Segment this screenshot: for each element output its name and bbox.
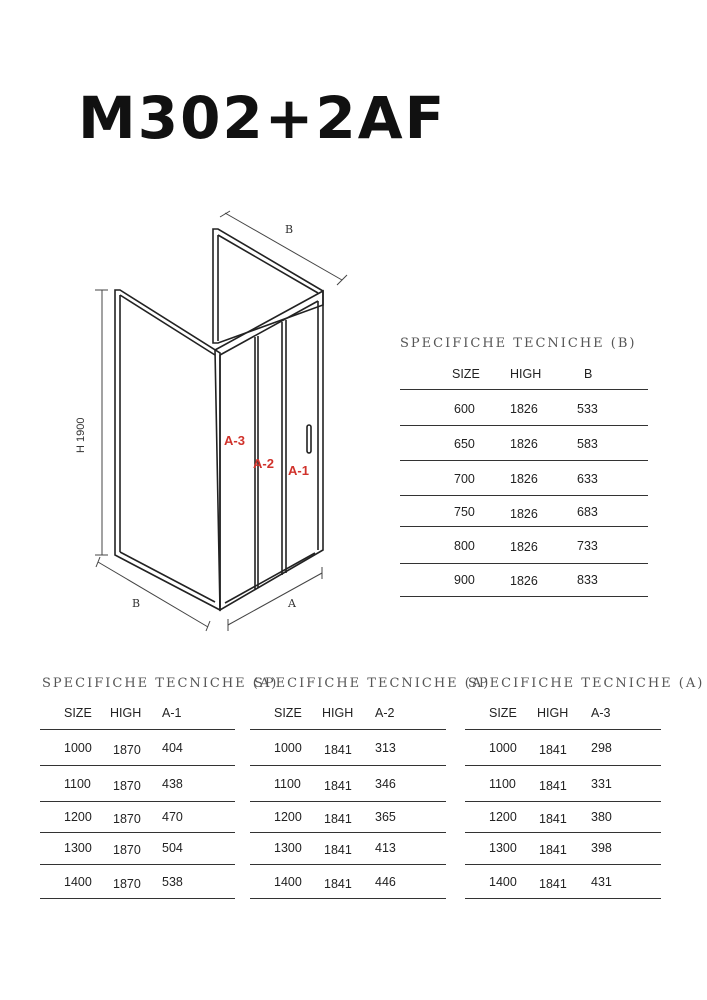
table-row <box>465 865 661 899</box>
dim-label-b-bottom: B <box>132 597 141 610</box>
cell-a2: 365 <box>375 810 396 824</box>
cell-high: 1841 <box>324 743 352 757</box>
table-row <box>465 730 661 766</box>
cell-b: 633 <box>577 472 598 486</box>
header-size: SIZE <box>489 706 517 720</box>
cell-b: 533 <box>577 402 598 416</box>
cell-size: 750 <box>454 505 475 519</box>
cell-size: 900 <box>454 573 475 587</box>
cell-a1: 470 <box>162 810 183 824</box>
table-row <box>40 833 235 865</box>
table-row <box>40 730 235 766</box>
cell-size: 1300 <box>274 841 302 855</box>
spec-title-a3: SPECIFICHE TECNICHE (A) <box>468 676 705 691</box>
shower-enclosure-diagram <box>60 205 380 635</box>
cell-b: 683 <box>577 505 598 519</box>
table-header <box>400 365 648 391</box>
table-row <box>400 391 648 426</box>
cell-high: 1841 <box>539 812 567 826</box>
header-b: B <box>584 367 593 381</box>
label-a3: A-3 <box>224 433 245 448</box>
table-row <box>400 461 648 496</box>
product-title: M302+2AF <box>78 84 447 152</box>
dim-label-height: H 1900 <box>75 417 87 453</box>
cell-high: 1826 <box>510 540 538 554</box>
cell-a2: 413 <box>375 841 396 855</box>
cell-size: 1100 <box>64 777 91 791</box>
cell-size: 800 <box>454 539 475 553</box>
cell-high: 1870 <box>113 877 141 891</box>
cell-a2: 313 <box>375 741 396 755</box>
table-row <box>40 865 235 899</box>
cell-high: 1841 <box>539 779 567 793</box>
cell-a3: 431 <box>591 875 612 889</box>
cell-high: 1870 <box>113 812 141 826</box>
side-panel <box>115 290 220 610</box>
cell-a1: 538 <box>162 875 183 889</box>
spec-table-a3 <box>465 704 661 899</box>
dim-label-b-top: B <box>285 223 294 236</box>
cell-a2: 346 <box>375 777 396 791</box>
cell-a3: 298 <box>591 741 612 755</box>
cell-high: 1826 <box>510 472 538 486</box>
spec-table-a2 <box>250 704 446 899</box>
cell-high: 1826 <box>510 402 538 416</box>
cell-size: 1300 <box>489 841 517 855</box>
cell-size: 1400 <box>274 875 302 889</box>
cell-a1: 404 <box>162 741 183 755</box>
cell-high: 1870 <box>113 743 141 757</box>
header-size: SIZE <box>274 706 302 720</box>
table-row <box>250 802 446 833</box>
cell-high: 1841 <box>539 743 567 757</box>
cell-size: 1000 <box>274 741 302 755</box>
header-high: HIGH <box>110 706 142 720</box>
header-high: HIGH <box>510 367 542 381</box>
cell-high: 1841 <box>324 779 352 793</box>
cell-size: 1400 <box>489 875 517 889</box>
cell-a3: 331 <box>591 777 612 791</box>
cell-size: 600 <box>454 402 475 416</box>
table-row <box>40 766 235 802</box>
cell-b: 833 <box>577 573 598 587</box>
cell-size: 1300 <box>64 841 92 855</box>
table-row <box>400 564 648 597</box>
header-size: SIZE <box>64 706 92 720</box>
cell-a1: 438 <box>162 777 183 791</box>
cell-high: 1841 <box>324 877 352 891</box>
cell-a1: 504 <box>162 841 183 855</box>
cell-size: 1200 <box>489 810 517 824</box>
header-high: HIGH <box>322 706 354 720</box>
spec-table-b <box>400 365 648 597</box>
cell-a3: 398 <box>591 841 612 855</box>
cell-high: 1841 <box>324 843 352 857</box>
header-high: HIGH <box>537 706 569 720</box>
cell-high: 1841 <box>324 812 352 826</box>
table-row <box>40 802 235 833</box>
cell-high: 1841 <box>539 843 567 857</box>
table-header <box>465 704 661 730</box>
table-row <box>400 426 648 461</box>
cell-b: 733 <box>577 539 598 553</box>
table-header <box>250 704 446 730</box>
cell-size: 1200 <box>64 810 92 824</box>
table-row <box>250 833 446 865</box>
cell-high: 1870 <box>113 779 141 793</box>
cell-size: 650 <box>454 437 475 451</box>
spec-title-a1: SPECIFICHE TECNICHE (A) <box>42 676 279 691</box>
dim-label-a-bottom: A <box>288 597 296 610</box>
cell-high: 1826 <box>510 437 538 451</box>
cell-size: 1400 <box>64 875 92 889</box>
cell-high: 1826 <box>510 574 538 588</box>
table-row <box>250 730 446 766</box>
cell-a3: 380 <box>591 810 612 824</box>
label-a1: A-1 <box>288 463 309 478</box>
cell-a2: 446 <box>375 875 396 889</box>
table-row <box>465 802 661 833</box>
cell-high: 1826 <box>510 507 538 521</box>
header-a1: A-1 <box>162 706 182 720</box>
cell-b: 583 <box>577 437 598 451</box>
spec-title-a2: SPECIFICHE TECNICHE (A) <box>254 676 491 691</box>
table-row <box>400 527 648 564</box>
label-a2: A-2 <box>253 456 274 471</box>
cell-size: 1100 <box>489 777 516 791</box>
table-row <box>250 865 446 899</box>
cell-size: 1000 <box>64 741 92 755</box>
header-a2: A-2 <box>375 706 395 720</box>
table-row <box>400 496 648 527</box>
table-row <box>465 833 661 865</box>
spec-title-b: SPECIFICHE TECNICHE (B) <box>400 336 637 351</box>
cell-size: 1000 <box>489 741 517 755</box>
table-row <box>465 766 661 802</box>
header-a3: A-3 <box>591 706 611 720</box>
cell-high: 1841 <box>539 877 567 891</box>
cell-high: 1870 <box>113 843 141 857</box>
cell-size: 1200 <box>274 810 302 824</box>
table-row <box>250 766 446 802</box>
header-size: SIZE <box>452 367 480 381</box>
spec-table-a1 <box>40 704 235 899</box>
table-header <box>40 704 235 730</box>
cell-size: 700 <box>454 472 475 486</box>
cell-size: 1100 <box>274 777 301 791</box>
